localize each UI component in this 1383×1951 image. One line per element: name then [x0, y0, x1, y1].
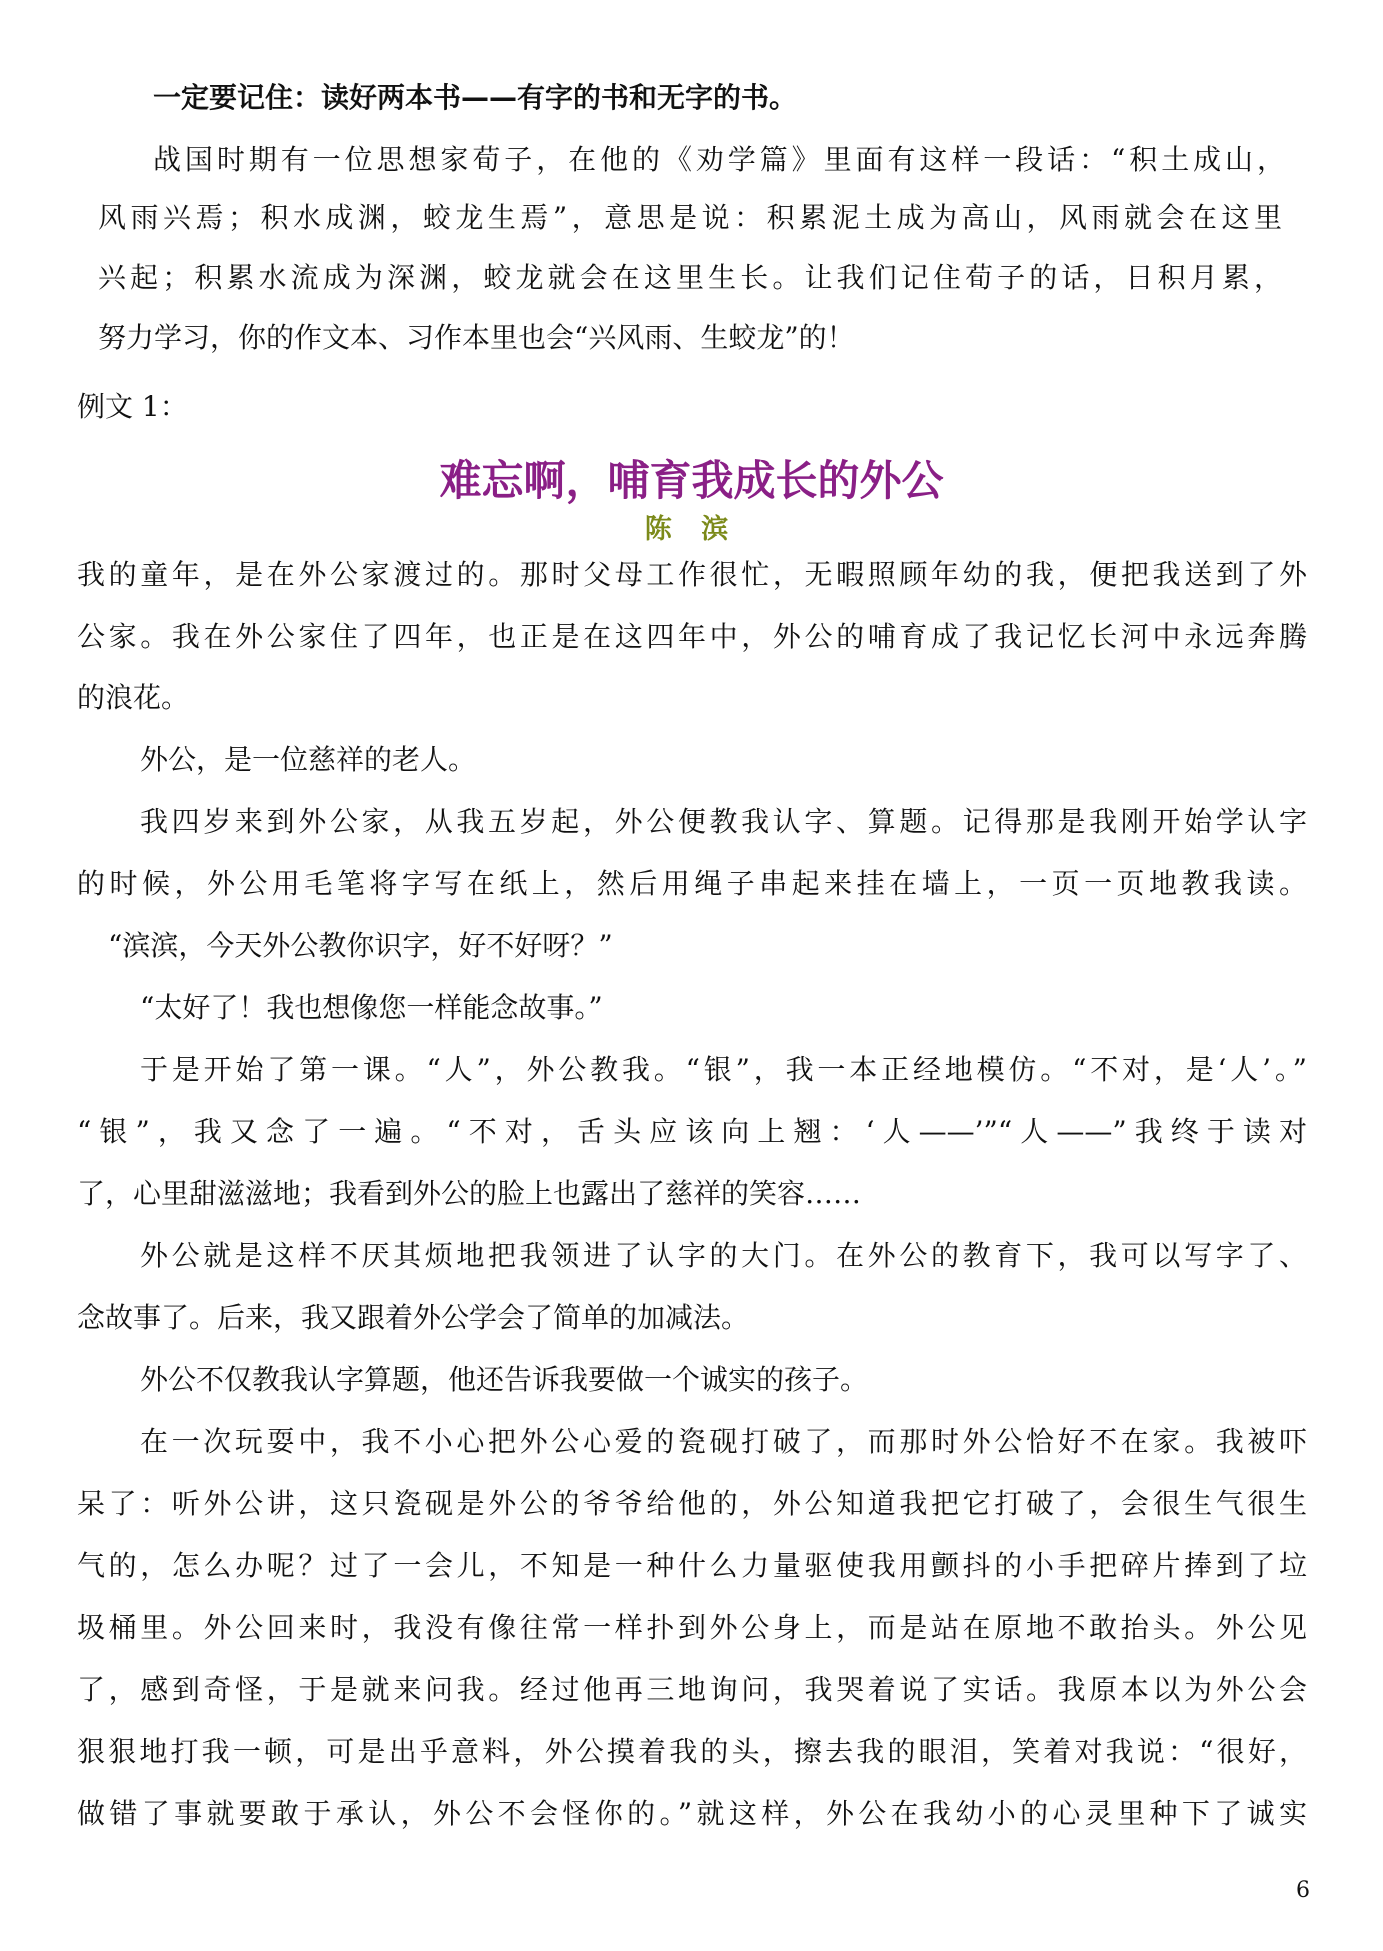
example-label: 例文 1：	[77, 390, 188, 423]
article-line-3: 的浪花。	[77, 681, 190, 714]
intro-line-4: 努力学习，你的作文本、习作本里也会“兴风雨、生蛟龙”的！	[98, 321, 855, 354]
article-line-5: 我四岁来到外公家，从我五岁起，外公便教我认字、算题。记得那是我刚开始学认字	[140, 805, 1307, 838]
article-line-9: 于是开始了第一课。“人”，外公教我。“银”，我一本正经地模仿。“不对，是‘人’。”	[140, 1053, 1307, 1086]
article-line-18: 圾桶里。外公回来时，我没有像往常一样扑到外公身上，而是站在原地不敢抬头。外公见	[77, 1611, 1307, 1644]
article-line-4: 外公，是一位慈祥的老人。	[140, 743, 477, 776]
article-line-7: “滨滨，今天外公教你识字，好不好呀？”	[108, 929, 613, 962]
article-line-21: 做错了事就要敢于承认，外公不会怪你的。”就这样，外公在我幼小的心灵里种下了诚实	[77, 1797, 1307, 1830]
article-title: 难忘啊，哺育我成长的外公	[439, 456, 944, 505]
article-line-6: 的时候，外公用毛笔将字写在纸上，然后用绳子串起来挂在墙上，一页一页地教我读。	[77, 867, 1307, 900]
article-line-19: 了，感到奇怪，于是就来问我。经过他再三地询问，我哭着说了实话。我原本以为外公会	[77, 1673, 1307, 1706]
page-number: 6	[1296, 1878, 1310, 1903]
article-line-16: 呆了：听外公讲，这只瓷砚是外公的爷爷给他的，外公知道我把它打破了，会很生气很生	[77, 1487, 1307, 1520]
article-line-10: “银”，我又念了一遍。“不对，舌头应该向上翘：‘人——’”“人——”我终于读对	[77, 1115, 1307, 1148]
article-line-2: 公家。我在外公家住了四年，也正是在这四年中，外公的哺育成了我记忆长河中永远奔腾	[77, 620, 1307, 653]
article-line-17: 气的，怎么办呢？过了一会儿，不知是一种什么力量驱使我用颤抖的小手把碎片捧到了垃	[77, 1549, 1307, 1582]
article-line-12: 外公就是这样不厌其烦地把我领进了认字的大门。在外公的教育下，我可以写字了、	[140, 1239, 1307, 1272]
article-line-11: 了，心里甜滋滋地；我看到外公的脸上也露出了慈祥的笑容……	[77, 1177, 862, 1210]
article-line-14: 外公不仅教我认字算题，他还告诉我要做一个诚实的孩子。	[140, 1363, 869, 1396]
article-author: 陈 滨	[644, 514, 739, 545]
intro-line-1: 战国时期有一位思想家荀子，在他的《劝学篇》里面有这样一段话：“积土成山，	[153, 143, 1285, 176]
article-line-15: 在一次玩耍中，我不小心把外公心爱的瓷砚打破了，而那时外公恰好不在家。我被吓	[140, 1425, 1307, 1458]
article-line-8: “太好了！我也想像您一样能念故事。”	[140, 991, 603, 1024]
intro-line-3: 兴起；积累水流成为深渊，蛟龙就会在这里生长。让我们记住荀子的话，日积月累，	[98, 261, 1282, 294]
reminder-heading: 一定要记住：读好两本书——有字的书和无字的书。	[153, 81, 798, 114]
article-line-13: 念故事了。后来，我又跟着外公学会了简单的加减法。	[77, 1301, 750, 1334]
intro-line-2: 风雨兴焉；积水成渊，蛟龙生焉”，意思是说：积累泥土成为高山，风雨就会在这里	[98, 201, 1282, 234]
article-line-1: 我的童年，是在外公家渡过的。那时父母工作很忙，无暇照顾年幼的我，便把我送到了外	[77, 558, 1307, 591]
article-line-20: 狠狠地打我一顿，可是出乎意料，外公摸着我的头，擦去我的眼泪，笑着对我说：“很好，	[77, 1735, 1307, 1768]
